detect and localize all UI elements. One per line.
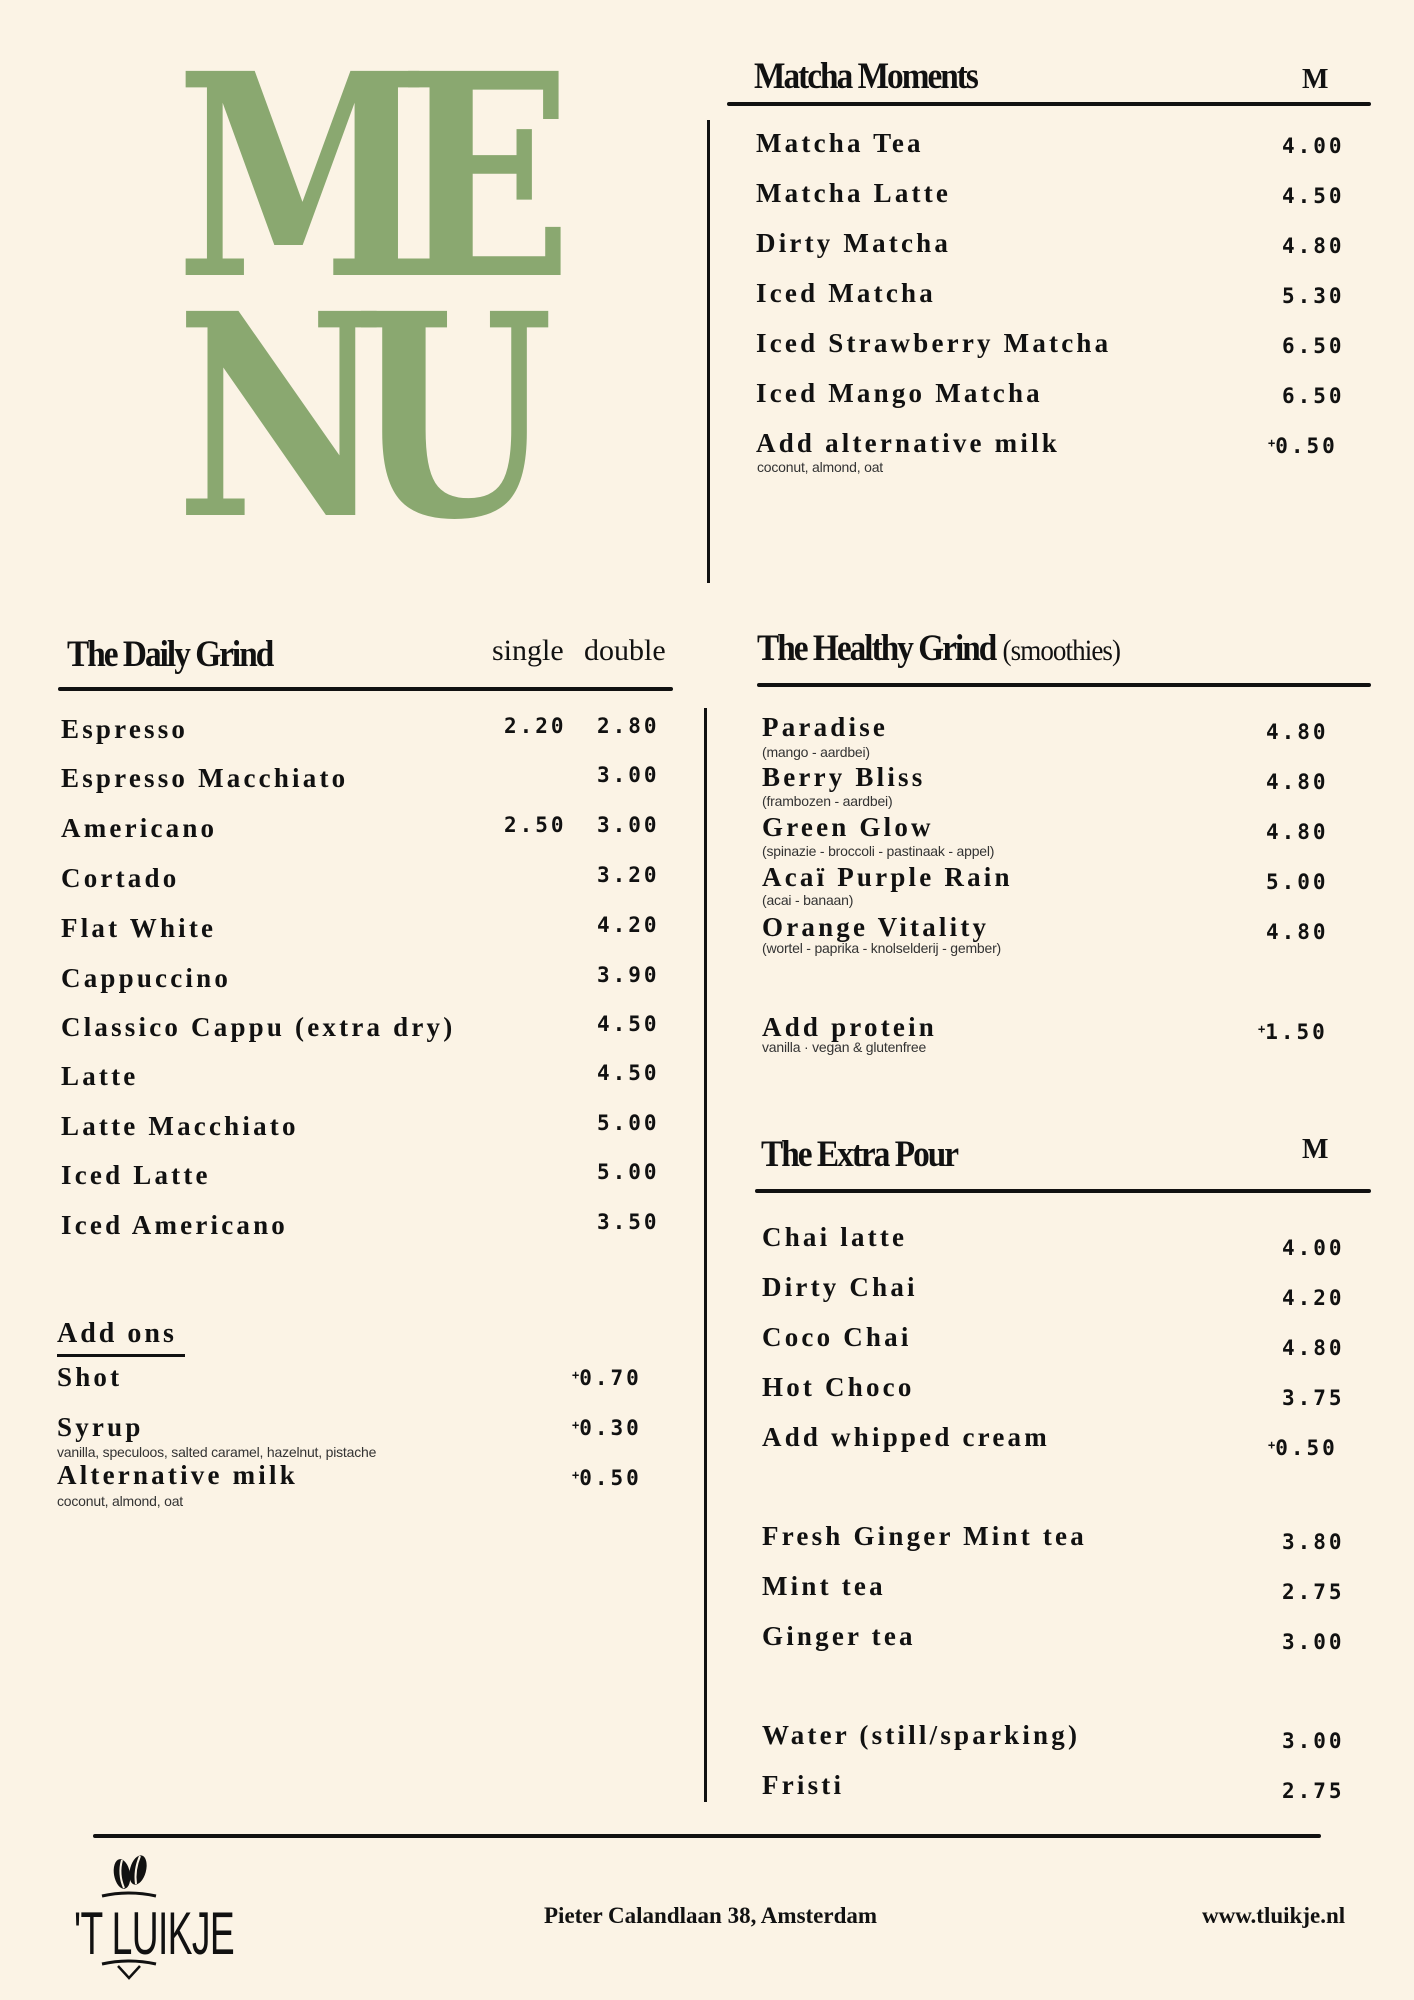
menu-item-description: vanilla, speculoos, salted caramel, hazelnut, pistache [57, 1444, 377, 1460]
plus-sign: + [1268, 436, 1276, 450]
menu-item-price [1258, 1022, 1328, 1043]
menu-item-price: 4.80 [1266, 720, 1329, 744]
single-header: single [492, 634, 564, 667]
menu-item-name: Classico Cappu (extra dry) [61, 1012, 456, 1042]
menu-item-price: 3.00 [1282, 1729, 1345, 1753]
vertical-divider [704, 708, 707, 1802]
price-single: 2.50 [504, 813, 567, 837]
menu-item-name: Espresso [61, 714, 189, 744]
menu-item-price: 2.75 [1282, 1779, 1345, 1803]
section-rule [58, 687, 673, 691]
price-double: 4.20 [597, 913, 660, 937]
menu-item-name: Water (still/sparking) [762, 1720, 1081, 1750]
price-value: 1.50 [1265, 1020, 1328, 1044]
menu-item-price [572, 1368, 642, 1389]
price-value: 0.30 [579, 1416, 642, 1440]
menu-item-name: Acaï Purple Rain [762, 862, 1013, 892]
section-title [757, 630, 1120, 667]
price-double: 4.50 [597, 1012, 660, 1036]
price-value: 0.50 [1275, 434, 1338, 458]
price-double: 5.00 [597, 1160, 660, 1184]
price-double: 2.80 [597, 714, 660, 738]
menu-title-row-1: ME [176, 13, 540, 342]
address: Pieter Calandlaan 38, Amsterdam [544, 1903, 878, 1928]
menu-item-name: Ginger tea [762, 1621, 916, 1651]
menu-title-row-2: NU [176, 253, 521, 582]
menu-item-name: Syrup [57, 1412, 144, 1442]
menu-item-name: Dirty Matcha [756, 228, 952, 258]
price-double: 4.50 [597, 1061, 660, 1085]
price-single: 2.20 [504, 714, 567, 738]
footer-rule [93, 1834, 1321, 1838]
logo-text: 'T LUIKJE [74, 1900, 235, 1967]
menu-item-name: Fristi [762, 1770, 845, 1800]
menu-item-name: Iced Matcha [756, 278, 936, 308]
plus-sign: + [1258, 1022, 1266, 1036]
menu-item-name: Orange Vitality [762, 912, 990, 942]
menu-item-price: 4.80 [1266, 820, 1329, 844]
website-link[interactable]: www.tluikje.nl [1202, 1903, 1346, 1928]
plus-sign: + [572, 1468, 580, 1482]
menu-item-name: Paradise [762, 712, 889, 742]
menu-item-price: 4.50 [1282, 184, 1345, 208]
price-double: 3.00 [597, 813, 660, 837]
section-rule [727, 102, 1371, 106]
menu-item-price: 3.80 [1282, 1530, 1345, 1554]
section-title: Matcha Moments [754, 56, 977, 97]
menu-item-description: (mango - aardbei) [762, 744, 870, 760]
price-double: 3.20 [597, 863, 660, 887]
menu-item-price: 6.50 [1282, 334, 1345, 358]
menu-item-price: 5.00 [1266, 870, 1329, 894]
menu-item-description: (wortel - paprika - knolselderij - gember) [762, 940, 1002, 956]
menu-item-description: (spinazie - broccoli - pastinaak - appel) [762, 843, 995, 859]
logo [74, 1852, 314, 1982]
section-rule [755, 1189, 1371, 1193]
menu-item-price: 4.00 [1282, 1236, 1345, 1260]
menu-item-description: coconut, almond, oat [57, 1493, 183, 1509]
menu-item-name: Flat White [61, 913, 217, 943]
plus-sign: + [572, 1368, 580, 1382]
menu-item-name: Espresso Macchiato [61, 763, 349, 793]
menu-item-price: 6.50 [1282, 384, 1345, 408]
menu-item-price: 2.75 [1282, 1580, 1345, 1604]
plus-sign: + [1268, 1438, 1276, 1452]
menu-item-name: Coco Chai [762, 1322, 912, 1352]
menu-item-name: Berry Bliss [762, 762, 926, 792]
menu-item-name: Iced Latte [61, 1160, 211, 1190]
price-value: 0.50 [1275, 1436, 1338, 1460]
menu-item-name: Iced Americano [61, 1210, 289, 1240]
menu-item-price: 4.80 [1266, 920, 1329, 944]
menu-item-name: Shot [57, 1362, 123, 1392]
menu-item-price [1268, 436, 1338, 457]
menu-item-name: Latte Macchiato [61, 1111, 299, 1141]
price-double: 3.00 [597, 763, 660, 787]
menu-item-name: Americano [61, 813, 218, 843]
menu-item-name: Dirty Chai [762, 1272, 918, 1302]
price-double: 5.00 [597, 1111, 660, 1135]
menu-item-name: Alternative milk [57, 1460, 298, 1490]
vertical-divider [707, 120, 710, 583]
menu-item-price [572, 1468, 642, 1489]
section-title-text: The Healthy Grind [757, 628, 996, 669]
menu-item-name: Iced Mango Matcha [756, 378, 1043, 408]
menu-item-price [1268, 1438, 1338, 1459]
menu-item-price: 4.80 [1282, 1336, 1345, 1360]
menu-item-name: Mint tea [762, 1571, 886, 1601]
menu-item-price: 3.75 [1282, 1386, 1345, 1410]
menu-item-name: Chai latte [762, 1222, 908, 1252]
menu-item-description: (frambozen - aardbei) [762, 793, 893, 809]
menu-item-name: Hot Choco [762, 1372, 915, 1402]
price-double: 3.90 [597, 963, 660, 987]
price-value: 0.70 [579, 1366, 642, 1390]
menu-item-name: Add protein [762, 1012, 937, 1042]
double-header: double [584, 634, 666, 667]
menu-item-name: Fresh Ginger Mint tea [762, 1521, 1087, 1551]
menu-item-description: coconut, almond, oat [757, 459, 883, 475]
menu-item-description: vanilla · vegan & glutenfree [762, 1039, 927, 1055]
size-header-m: M [1302, 1134, 1329, 1165]
menu-item-name: Matcha Tea [756, 128, 924, 158]
menu-item-name: Latte [61, 1061, 139, 1091]
menu-item-price: 3.00 [1282, 1630, 1345, 1654]
price-value: 0.50 [579, 1466, 642, 1490]
section-title: The Extra Pour [761, 1134, 958, 1175]
menu-item-name: Add whipped cream [762, 1422, 1050, 1452]
price-double: 3.50 [597, 1210, 660, 1234]
section-title: Add ons [57, 1320, 185, 1357]
menu-item-price: 4.80 [1282, 234, 1345, 258]
menu-item-name: Iced Strawberry Matcha [756, 328, 1112, 358]
menu-item-description: (acai - banaan) [762, 892, 854, 908]
menu-item-price: 4.20 [1282, 1286, 1345, 1310]
menu-item-name: Matcha Latte [756, 178, 952, 208]
menu-item-price: 4.80 [1266, 770, 1329, 794]
section-subtitle: (smoothies) [1002, 634, 1121, 667]
menu-title-graphic [176, 13, 566, 582]
menu-item-name: Cortado [61, 863, 180, 893]
menu-item-price: 5.30 [1282, 284, 1345, 308]
section-rule [757, 683, 1371, 687]
size-header-m: M [1302, 64, 1329, 95]
menu-item-price: 4.00 [1282, 134, 1345, 158]
menu-item-name: Green Glow [762, 812, 934, 842]
plus-sign: + [572, 1418, 580, 1432]
menu-item-name: Cappuccino [61, 963, 232, 993]
menu-item-price [572, 1418, 642, 1439]
section-title: The Daily Grind [67, 634, 273, 675]
menu-item-name: Add alternative milk [756, 428, 1060, 458]
